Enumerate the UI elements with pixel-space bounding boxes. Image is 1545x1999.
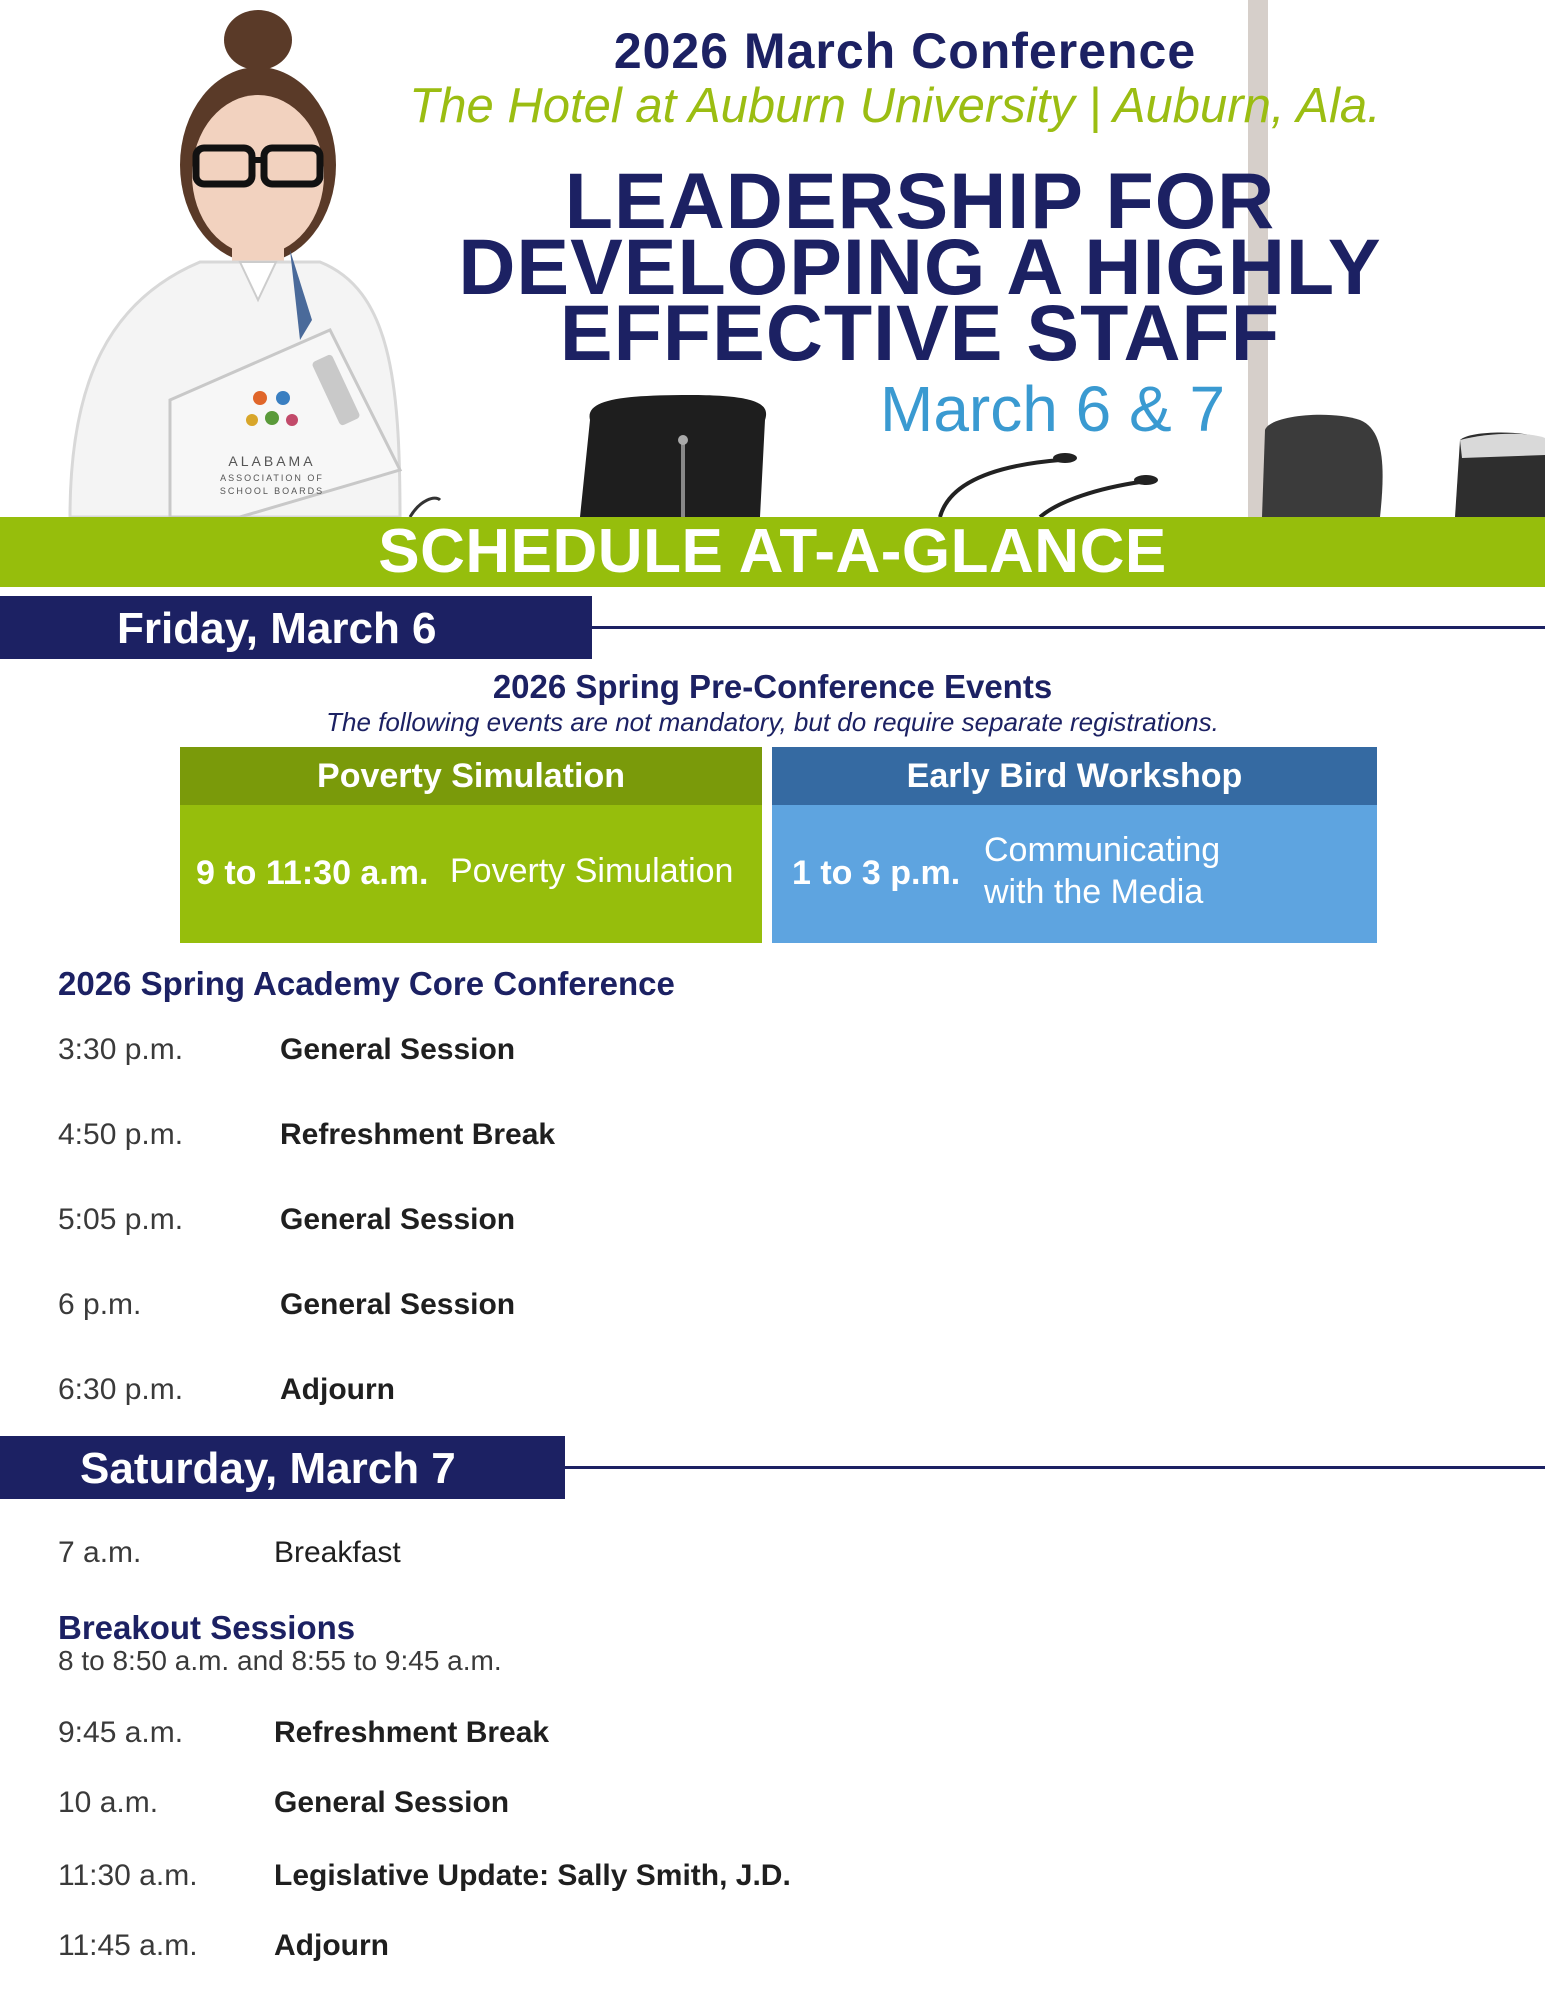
event-dates: March 6 & 7 <box>880 373 1226 445</box>
friday-banner <box>0 596 592 659</box>
friday-divider <box>592 626 1545 629</box>
pre-conference-title: 2026 Spring Pre-Conference Events <box>492 668 1053 705</box>
breakfast-time: 7 a.m. <box>58 1536 142 1569</box>
logo-line3: SCHOOL BOARDS <box>219 486 325 496</box>
saturday-banner <box>0 1436 565 1499</box>
workshop-event-line2: with the Media <box>984 873 1204 911</box>
poverty-simulation-header: Poverty Simulation <box>180 747 762 805</box>
saturday-row-event: General Session <box>274 1786 510 1819</box>
schedule-banner <box>0 517 1545 587</box>
friday-row-event: General Session <box>280 1203 516 1236</box>
breakfast-event: Breakfast <box>274 1536 401 1569</box>
saturday-row-time: 9:45 a.m. <box>58 1716 184 1749</box>
poverty-time: 9 to 11:30 a.m. <box>196 854 429 892</box>
title-line: EFFECTIVE STAFF <box>559 288 1281 377</box>
logo-line2: ASSOCIATION OF <box>220 473 324 483</box>
early-bird-workshop-box <box>772 747 1377 943</box>
poverty-simulation-body <box>180 805 762 943</box>
saturday-row-event: Legislative Update: Sally Smith, J.D. <box>274 1859 791 1892</box>
friday-row-time: 6:30 p.m. <box>58 1373 184 1406</box>
friday-row-time: 6 p.m. <box>58 1288 142 1321</box>
early-bird-header: Early Bird Workshop <box>772 747 1377 805</box>
logo-line1: ALABAMA <box>228 453 316 469</box>
saturday-row-time: 11:45 a.m. <box>58 1929 198 1962</box>
breakout-sessions-times: 8 to 8:50 a.m. and 8:55 to 9:45 a.m. <box>58 1645 502 1676</box>
saturday-label: Saturday, March 7 <box>80 1444 456 1493</box>
friday-row-event: Adjourn <box>280 1373 395 1406</box>
friday-row-event: Refreshment Break <box>280 1118 556 1151</box>
early-bird-body <box>772 805 1377 943</box>
poverty-event: Poverty Simulation <box>450 852 734 890</box>
saturday-divider <box>565 1466 1545 1469</box>
saturday-row-time: 11:30 a.m. <box>58 1859 198 1892</box>
event-title <box>420 156 1420 377</box>
friday-row-time: 5:05 p.m. <box>58 1203 184 1236</box>
saturday-row-time: 10 a.m. <box>58 1786 159 1819</box>
title-line: DEVELOPING A HIGHLY <box>458 222 1382 311</box>
workshop-event-line1: Communicating <box>984 831 1221 869</box>
friday-row-event: General Session <box>280 1288 516 1321</box>
friday-row-time: 4:50 p.m. <box>58 1118 184 1151</box>
poverty-simulation-box <box>180 747 762 943</box>
title-line: LEADERSHIP FOR <box>564 156 1276 245</box>
saturday-row-event: Refreshment Break <box>274 1716 550 1749</box>
venue: The Hotel at Auburn University | Auburn, Ala. <box>409 79 1381 133</box>
schedule-banner-text: SCHEDULE AT-A-GLANCE <box>378 517 1167 586</box>
friday-row-event: General Session <box>280 1033 516 1066</box>
saturday-row-event: Adjourn <box>274 1929 389 1962</box>
friday-label: Friday, March 6 <box>117 604 437 653</box>
core-conference-title: 2026 Spring Academy Core Conference <box>58 965 675 1002</box>
pre-conference-subtitle: The following events are not mandatory, but do require separate registrations. <box>326 707 1219 737</box>
breakout-sessions-title: Breakout Sessions <box>58 1609 356 1646</box>
friday-row-time: 3:30 p.m. <box>58 1033 184 1066</box>
workshop-time: 1 to 3 p.m. <box>792 854 961 892</box>
conference-name: 2026 March Conference <box>613 23 1197 79</box>
